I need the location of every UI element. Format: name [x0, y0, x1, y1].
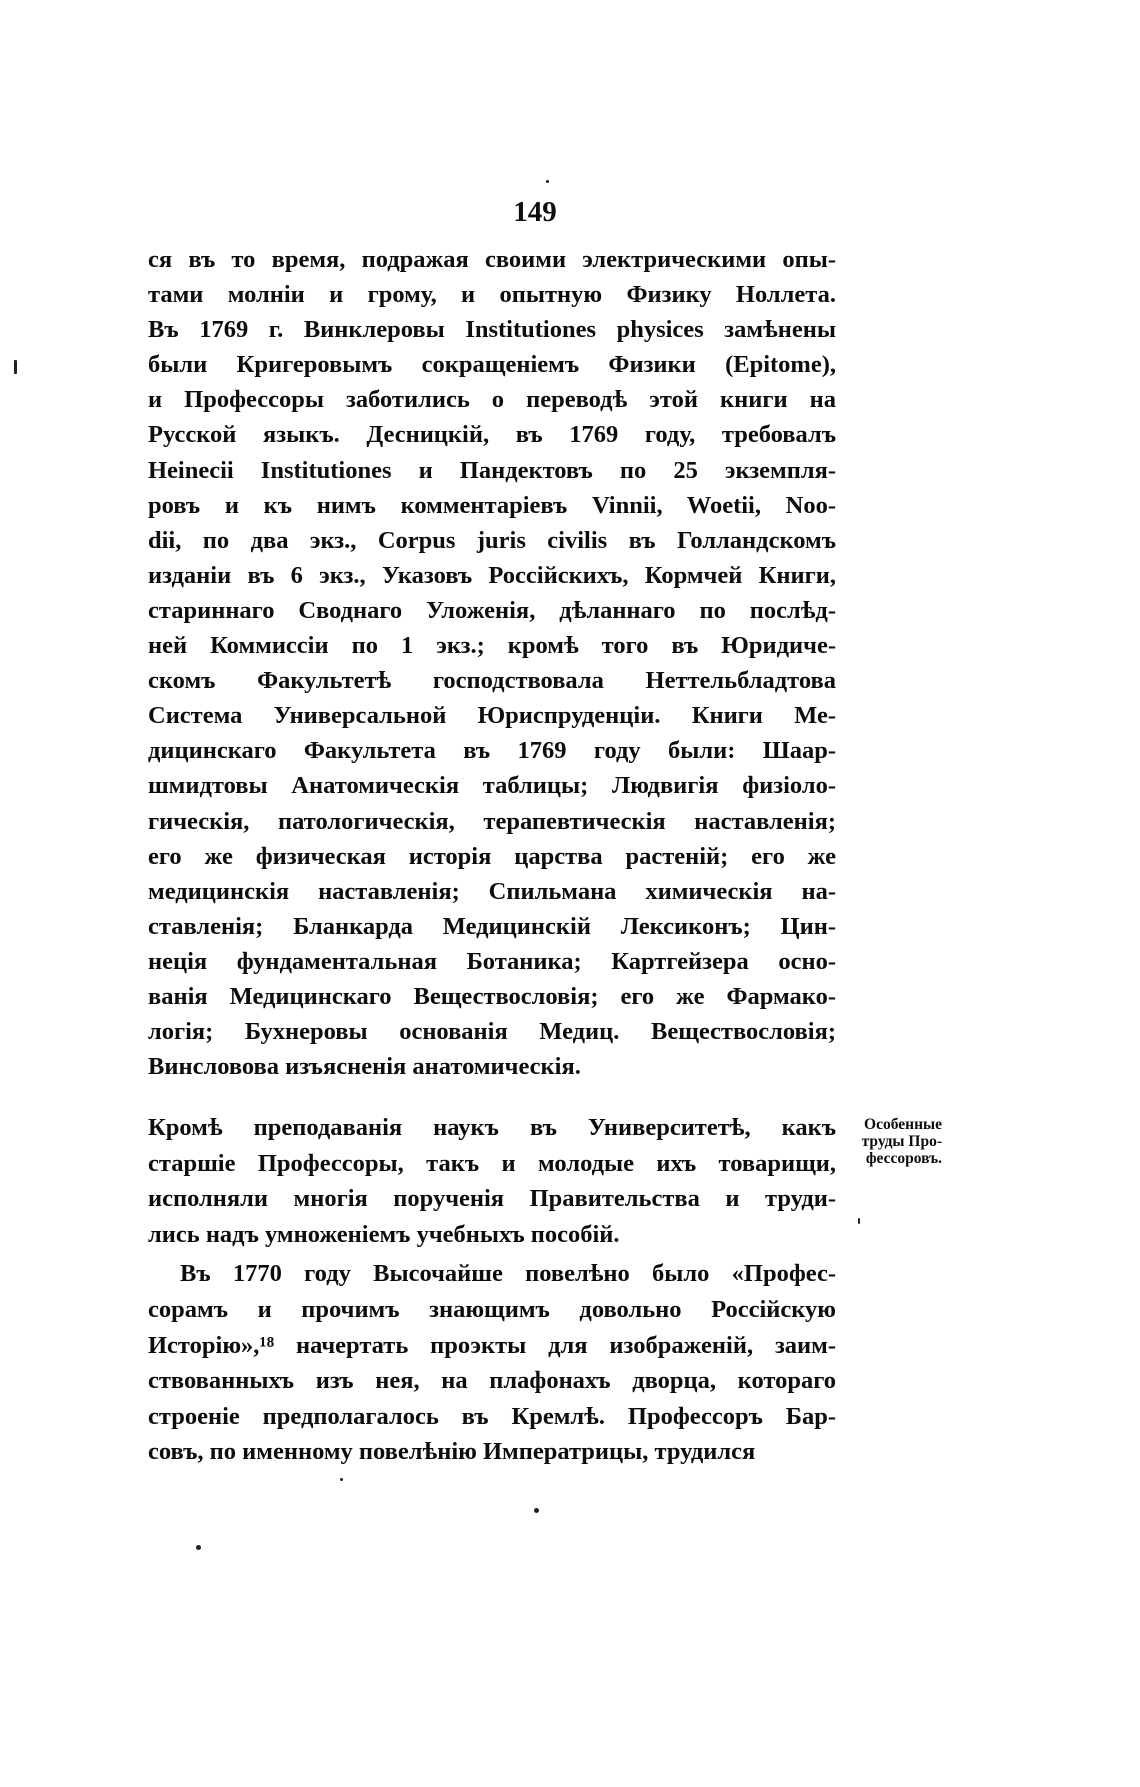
text-line: Винсловова изъясненiя анатомическiя.	[148, 1053, 581, 1081]
text-line: строенiе предполагалось въ Кремлѣ. Профессоръ Бар-	[148, 1402, 836, 1430]
text-line: и Профессоры заботились о переводѣ этой книги на	[148, 386, 836, 414]
scan-speck	[858, 1218, 860, 1224]
margin-note-line: фессоровъ.	[865, 1150, 942, 1167]
text-line: Кромѣ преподаванiя наукъ въ Университетѣ, какъ	[148, 1114, 836, 1141]
text-line: Heinecii Institutiones и Пандектовъ по 25 экземпля-	[148, 456, 836, 484]
paragraph-2-3	[148, 1110, 836, 1470]
text-line: стариннаго Своднаго Уложенiя, дѣланнаго по послѣд-	[148, 596, 836, 624]
text-line: нецiя фундаментальная Ботаника; Картгейзера осно-	[148, 947, 836, 975]
scan-speck	[14, 360, 17, 374]
text-line: изданiи въ 6 экз., Указовъ Россiйскихъ, Кормчей Книги,	[148, 561, 836, 589]
text-line: совъ, по именному повелѣнiю Императрицы, трудился	[148, 1438, 756, 1466]
text-line: лись надъ умноженiемъ учебныхъ пособiй.	[148, 1220, 620, 1248]
text-line: дицинскаго Факультета въ 1769 году были: Шаар-	[148, 737, 836, 765]
text-line: логiя; Бухнеровы основанiя Медиц. Веществословiя;	[148, 1018, 836, 1046]
text-line: его же физическая исторiя царства растенiй; его же	[148, 842, 836, 870]
margin-note-line: труды Про-	[861, 1133, 942, 1150]
text-line: шмидтовы Анатомическiя таблицы; Людвигiя физiоло-	[148, 772, 836, 800]
text-line: были Кригеровымъ сокращенiемъ Физики (Epitome),	[148, 351, 836, 379]
page-number: 149	[513, 196, 557, 228]
scan-speck	[196, 1545, 201, 1550]
text-line: Система Универсальной Юриспруденцiи. Книги Ме-	[148, 702, 836, 730]
text-line: ванiя Медицинскаго Веществословiя; его же Фармако-	[148, 982, 836, 1010]
paragraph-1	[148, 242, 836, 1084]
text-line: Русской языкъ. Десницкiй, въ 1769 году, требовалъ	[148, 421, 836, 449]
text-line: ней Коммиссiи по 1 экз.; кромѣ того въ Юридиче-	[148, 632, 836, 660]
scan-speck	[534, 1508, 539, 1513]
scan-speck	[340, 1478, 343, 1481]
margin-note-line: Особенные	[864, 1116, 942, 1133]
text-line: старшiе Профессоры, такъ и молодые ихъ товарищи,	[148, 1149, 836, 1177]
text-line: dii, по два экз., Corpus juris civilis въ Голландскомъ	[148, 526, 836, 554]
text-line: Въ 1769 г. Винклеровы Institutiones physices замѣнены	[148, 316, 836, 344]
text-line: ствованныхъ изъ нея, на плафонахъ дворца, котораго	[148, 1367, 836, 1395]
text-line: ся въ то время, подражая своими электрическими опы-	[148, 246, 836, 273]
text-line: скомъ Факультетѣ господствовала Неттельбладтова	[148, 667, 836, 695]
text-line: исполняли многiя порученiя Правительства и труди-	[148, 1185, 836, 1213]
text-line: Въ 1770 году Высочайше повелѣно было «Профес-	[180, 1260, 836, 1288]
text-line: Исторiю»,¹⁸ начертать проэкты для изображенiй, заим-	[148, 1331, 836, 1359]
text-line: гическiя, патологическiя, терапевтическiя наставленiя;	[148, 807, 836, 835]
margin-note	[822, 1116, 942, 1167]
text-line: ровъ и къ нимъ комментарiевъ Vinnii, Woetii, Noo-	[148, 491, 836, 519]
text-line: тами молнiи и грому, и опытную Физику Ноллета.	[148, 281, 836, 309]
text-line: медицинскiя наставленiя; Спильмана химическiя на-	[148, 877, 836, 905]
text-line: сорамъ и прочимъ знающимъ довольно Россiйскую	[148, 1295, 836, 1323]
text-line: ставленiя; Бланкарда Медицинскiй Лексиконъ; Цин-	[148, 912, 836, 940]
scan-speck	[546, 180, 549, 183]
